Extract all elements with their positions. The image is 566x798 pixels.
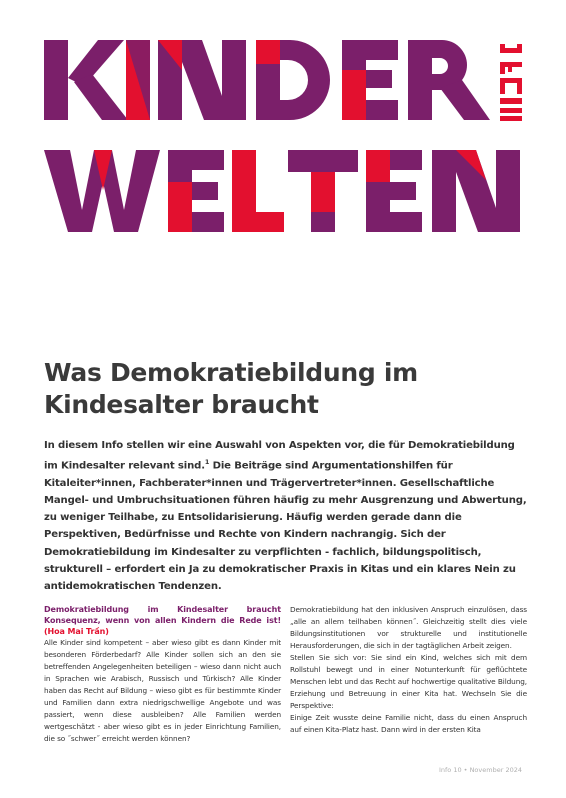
logo-letter-e3	[366, 150, 422, 232]
logo-letter-n2	[432, 150, 520, 232]
page-title	[44, 357, 524, 421]
title-line-2: Kindesalter braucht	[44, 390, 319, 419]
info10-side-label	[498, 40, 524, 122]
logo-letter-k	[44, 40, 128, 120]
left-column	[44, 604, 281, 745]
logo-letter-l	[232, 150, 284, 232]
section-heading-text: Demokratiebildung im Kindesalter braucht Konsequenz, wenn von allen Kindern die Rede ist!	[44, 605, 281, 625]
lead-text-1: In diesem Info stellen wir eine Auswahl von Aspekten vor, die für Demokratiebildung im Kindesalter relevant sind.	[44, 440, 515, 472]
logo-letter-n	[158, 40, 246, 120]
right-column-paragraph-3: Einige Zeit wusste deine Familie nicht, dass du einen Anspruch auf einen Kita-Platz hast. Dann wird in der ersten Kita	[290, 713, 527, 735]
logo-letter-r	[408, 40, 490, 120]
page-footer: Info 10 • November 2024	[438, 766, 522, 774]
logo-letter-e2	[168, 150, 224, 232]
right-column	[290, 604, 527, 737]
right-column-paragraph-2: Stellen Sie sich vor: Sie sind ein Kind, welches sich mit dem Rollstuhl bewegt und in einer Notunterkunft für geflüchtete Menschen lebt und das Recht auf hochwertige qualitative Bildung, Erziehung und Betreuung in einer Kita hat. Wechseln Sie die Perspektive:	[290, 653, 527, 711]
logo-letter-i	[126, 40, 150, 120]
lead-paragraph	[44, 437, 529, 595]
right-column-paragraph-1: Demokratiebildung hat den inklusiven Anspruch einzulösen, dass „alle an allem teilhaben können˝. Gleichzeitig stellt dies viele Bildungsinstitutionen vor strukturelle und institutionelle Herausforderungen, die sich in der tagtäglichen Arbeit zeigen.	[290, 605, 527, 651]
logo-letter-w	[44, 150, 160, 232]
section-author: (Hoa Mai Trần)	[44, 627, 109, 636]
title-line-1: Was Demokratiebildung im	[44, 358, 418, 387]
lead-text-2: Die Beiträge sind Argumentationshilfen für Kitaleiter*innen, Fachberater*innen und Trägervertreter*innen. Gesellschaftliche Mangel- und Umbruchsituationen führen häufig zu mehr Ausgrenzung und Abwertung, zu weniger Teilhabe, zu Entsolidarisierung. Häufig werden gerade dann die Perspektiven, Bedürfnisse und Rechte von Kindern nachrangig. Sich der Demokratiebildung im Kindesalter zu verpflichten - fachlich, bildungspolitisch, strukturell – erfordert ein Ja zu demokratischer Praxis in Kitas und ein klares Nein zu antidemokratischen Tendenzen.	[44, 460, 527, 592]
left-column-paragraph: Alle Kinder sind kompetent – aber wieso gibt es dann Kinder mit besonderen Förderbedarf? Alle Kinder sollen sich an den sie betreffenden Angelegenheiten beteiligen – wieso dann nicht auch in Sprachen wie Arabisch, Russisch und Türkisch? Alle Kinder haben das Recht auf Bildung – wieso gibt es für bestimmte Kinder und Familien dann extra niedrigschwellige Angebote und was passiert, wenn diese ausbleiben? Alle Familien werden wertgeschätzt - aber wieso gibt es in jeder Einrichtung Familien, die so ˝schwer˝ erreicht werden können?	[44, 638, 281, 744]
logo-letter-e	[342, 40, 398, 120]
logo-letter-d	[256, 40, 330, 120]
footnote-mark: 1	[204, 458, 210, 467]
kinderwelten-logo	[0, 0, 566, 250]
section-heading	[44, 604, 281, 637]
logo-letter-t	[288, 150, 358, 232]
